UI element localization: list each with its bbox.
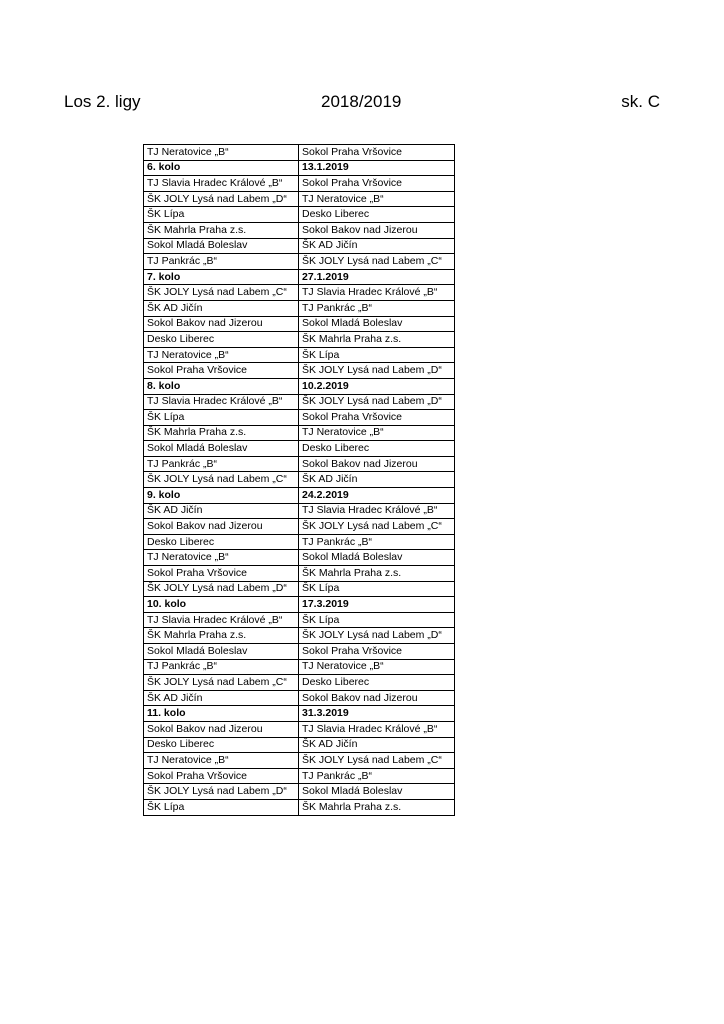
home-team: ŠK JOLY Lysá nad Labem „C“ (144, 675, 299, 691)
home-team: ŠK JOLY Lysá nad Labem „C“ (144, 472, 299, 488)
away-team: ŠK Lípa (299, 581, 455, 597)
home-team: Sokol Bakov nad Jizerou (144, 316, 299, 332)
match-row (144, 550, 455, 566)
home-team: TJ Pankrác „B“ (144, 254, 299, 270)
home-team: Sokol Praha Vršovice (144, 363, 299, 379)
match-row (144, 784, 455, 800)
away-team: ŠK AD Jičín (299, 238, 455, 254)
home-team: TJ Slavia Hradec Králové „B“ (144, 612, 299, 628)
away-team: TJ Slavia Hradec Králové „B“ (299, 285, 455, 301)
match-row (144, 191, 455, 207)
away-team: Desko Liberec (299, 441, 455, 457)
away-team: ŠK JOLY Lysá nad Labem „D“ (299, 628, 455, 644)
away-team: Sokol Praha Vršovice (299, 176, 455, 192)
round-label: 11. kolo (144, 706, 299, 722)
match-row (144, 176, 455, 192)
round-header-row (144, 269, 455, 285)
round-label: 8. kolo (144, 378, 299, 394)
away-team: ŠK Lípa (299, 612, 455, 628)
match-row (144, 285, 455, 301)
match-row (144, 628, 455, 644)
home-team: ŠK Lípa (144, 207, 299, 223)
away-team: ŠK AD Jičín (299, 472, 455, 488)
match-row (144, 363, 455, 379)
away-team: TJ Pankrác „B“ (299, 534, 455, 550)
round-header-row (144, 706, 455, 722)
match-row (144, 519, 455, 535)
match-row (144, 721, 455, 737)
home-team: Desko Liberec (144, 332, 299, 348)
home-team: TJ Neratovice „B“ (144, 753, 299, 769)
round-date: 13.1.2019 (299, 160, 455, 176)
match-row (144, 534, 455, 550)
home-team: ŠK JOLY Lysá nad Labem „D“ (144, 191, 299, 207)
match-row (144, 566, 455, 582)
home-team: ŠK JOLY Lysá nad Labem „D“ (144, 581, 299, 597)
away-team: ŠK Lípa (299, 347, 455, 363)
match-row (144, 659, 455, 675)
match-row (144, 347, 455, 363)
round-header-row (144, 597, 455, 613)
home-team: Sokol Praha Vršovice (144, 768, 299, 784)
match-row (144, 644, 455, 660)
away-team: ŠK JOLY Lysá nad Labem „C“ (299, 753, 455, 769)
away-team: Desko Liberec (299, 675, 455, 691)
match-row (144, 441, 455, 457)
away-team: Sokol Bakov nad Jizerou (299, 456, 455, 472)
home-team: TJ Neratovice „B“ (144, 550, 299, 566)
match-row (144, 456, 455, 472)
away-team: Sokol Mladá Boleslav (299, 550, 455, 566)
match-row (144, 690, 455, 706)
away-team: TJ Pankrác „B“ (299, 768, 455, 784)
match-row (144, 222, 455, 238)
match-row (144, 753, 455, 769)
home-team: ŠK AD Jičín (144, 300, 299, 316)
home-team: ŠK Mahrla Praha z.s. (144, 222, 299, 238)
home-team: ŠK JOLY Lysá nad Labem „C“ (144, 285, 299, 301)
round-label: 6. kolo (144, 160, 299, 176)
schedule-table (143, 144, 455, 816)
away-team: ŠK Mahrla Praha z.s. (299, 799, 455, 815)
round-date: 10.2.2019 (299, 378, 455, 394)
home-team: TJ Slavia Hradec Králové „B“ (144, 394, 299, 410)
match-row (144, 737, 455, 753)
away-team: ŠK Mahrla Praha z.s. (299, 332, 455, 348)
away-team: TJ Neratovice „B“ (299, 191, 455, 207)
match-row (144, 581, 455, 597)
match-row (144, 799, 455, 815)
group-label: sk. C (621, 92, 660, 111)
match-row (144, 238, 455, 254)
round-label: 7. kolo (144, 269, 299, 285)
away-team: Sokol Bakov nad Jizerou (299, 690, 455, 706)
match-row (144, 300, 455, 316)
away-team: Sokol Mladá Boleslav (299, 316, 455, 332)
match-row (144, 425, 455, 441)
round-date: 27.1.2019 (299, 269, 455, 285)
home-team: ŠK Mahrla Praha z.s. (144, 628, 299, 644)
round-date: 17.3.2019 (299, 597, 455, 613)
match-row (144, 394, 455, 410)
home-team: ŠK Mahrla Praha z.s. (144, 425, 299, 441)
home-team: Desko Liberec (144, 737, 299, 753)
away-team: ŠK JOLY Lysá nad Labem „D“ (299, 363, 455, 379)
match-row (144, 768, 455, 784)
match-row (144, 410, 455, 426)
match-row (144, 207, 455, 223)
away-team: Sokol Praha Vršovice (299, 145, 455, 161)
home-team: ŠK AD Jičín (144, 690, 299, 706)
home-team: Sokol Mladá Boleslav (144, 441, 299, 457)
home-team: TJ Pankrác „B“ (144, 659, 299, 675)
home-team: TJ Pankrác „B“ (144, 456, 299, 472)
match-row (144, 612, 455, 628)
round-header-row (144, 488, 455, 504)
round-date: 24.2.2019 (299, 488, 455, 504)
away-team: ŠK Mahrla Praha z.s. (299, 566, 455, 582)
away-team: ŠK JOLY Lysá nad Labem „C“ (299, 254, 455, 270)
round-label: 9. kolo (144, 488, 299, 504)
away-team: Sokol Praha Vršovice (299, 410, 455, 426)
home-team: ŠK Lípa (144, 410, 299, 426)
page-header (64, 88, 660, 116)
season-label: 2018/2019 (321, 92, 402, 111)
match-row (144, 145, 455, 161)
schedule-body (144, 145, 455, 816)
away-team: TJ Slavia Hradec Králové „B“ (299, 503, 455, 519)
away-team: TJ Neratovice „B“ (299, 425, 455, 441)
away-team: TJ Pankrác „B“ (299, 300, 455, 316)
away-team: ŠK JOLY Lysá nad Labem „C“ (299, 519, 455, 535)
match-row (144, 316, 455, 332)
home-team: TJ Slavia Hradec Králové „B“ (144, 176, 299, 192)
home-team: Sokol Mladá Boleslav (144, 238, 299, 254)
home-team: Sokol Bakov nad Jizerou (144, 519, 299, 535)
home-team: Sokol Mladá Boleslav (144, 644, 299, 660)
home-team: TJ Neratovice „B“ (144, 347, 299, 363)
away-team: Desko Liberec (299, 207, 455, 223)
home-team: ŠK AD Jičín (144, 503, 299, 519)
home-team: Desko Liberec (144, 534, 299, 550)
home-team: Sokol Praha Vršovice (144, 566, 299, 582)
round-label: 10. kolo (144, 597, 299, 613)
away-team: TJ Slavia Hradec Králové „B“ (299, 721, 455, 737)
round-header-row (144, 160, 455, 176)
round-header-row (144, 378, 455, 394)
match-row (144, 503, 455, 519)
away-team: Sokol Praha Vršovice (299, 644, 455, 660)
home-team: ŠK Lípa (144, 799, 299, 815)
away-team: ŠK AD Jičín (299, 737, 455, 753)
match-row (144, 472, 455, 488)
round-date: 31.3.2019 (299, 706, 455, 722)
match-row (144, 254, 455, 270)
away-team: Sokol Bakov nad Jizerou (299, 222, 455, 238)
league-title: Los 2. ligy (64, 92, 141, 111)
home-team: TJ Neratovice „B“ (144, 145, 299, 161)
away-team: TJ Neratovice „B“ (299, 659, 455, 675)
home-team: Sokol Bakov nad Jizerou (144, 721, 299, 737)
match-row (144, 675, 455, 691)
away-team: ŠK JOLY Lysá nad Labem „D“ (299, 394, 455, 410)
home-team: ŠK JOLY Lysá nad Labem „D“ (144, 784, 299, 800)
away-team: Sokol Mladá Boleslav (299, 784, 455, 800)
match-row (144, 332, 455, 348)
